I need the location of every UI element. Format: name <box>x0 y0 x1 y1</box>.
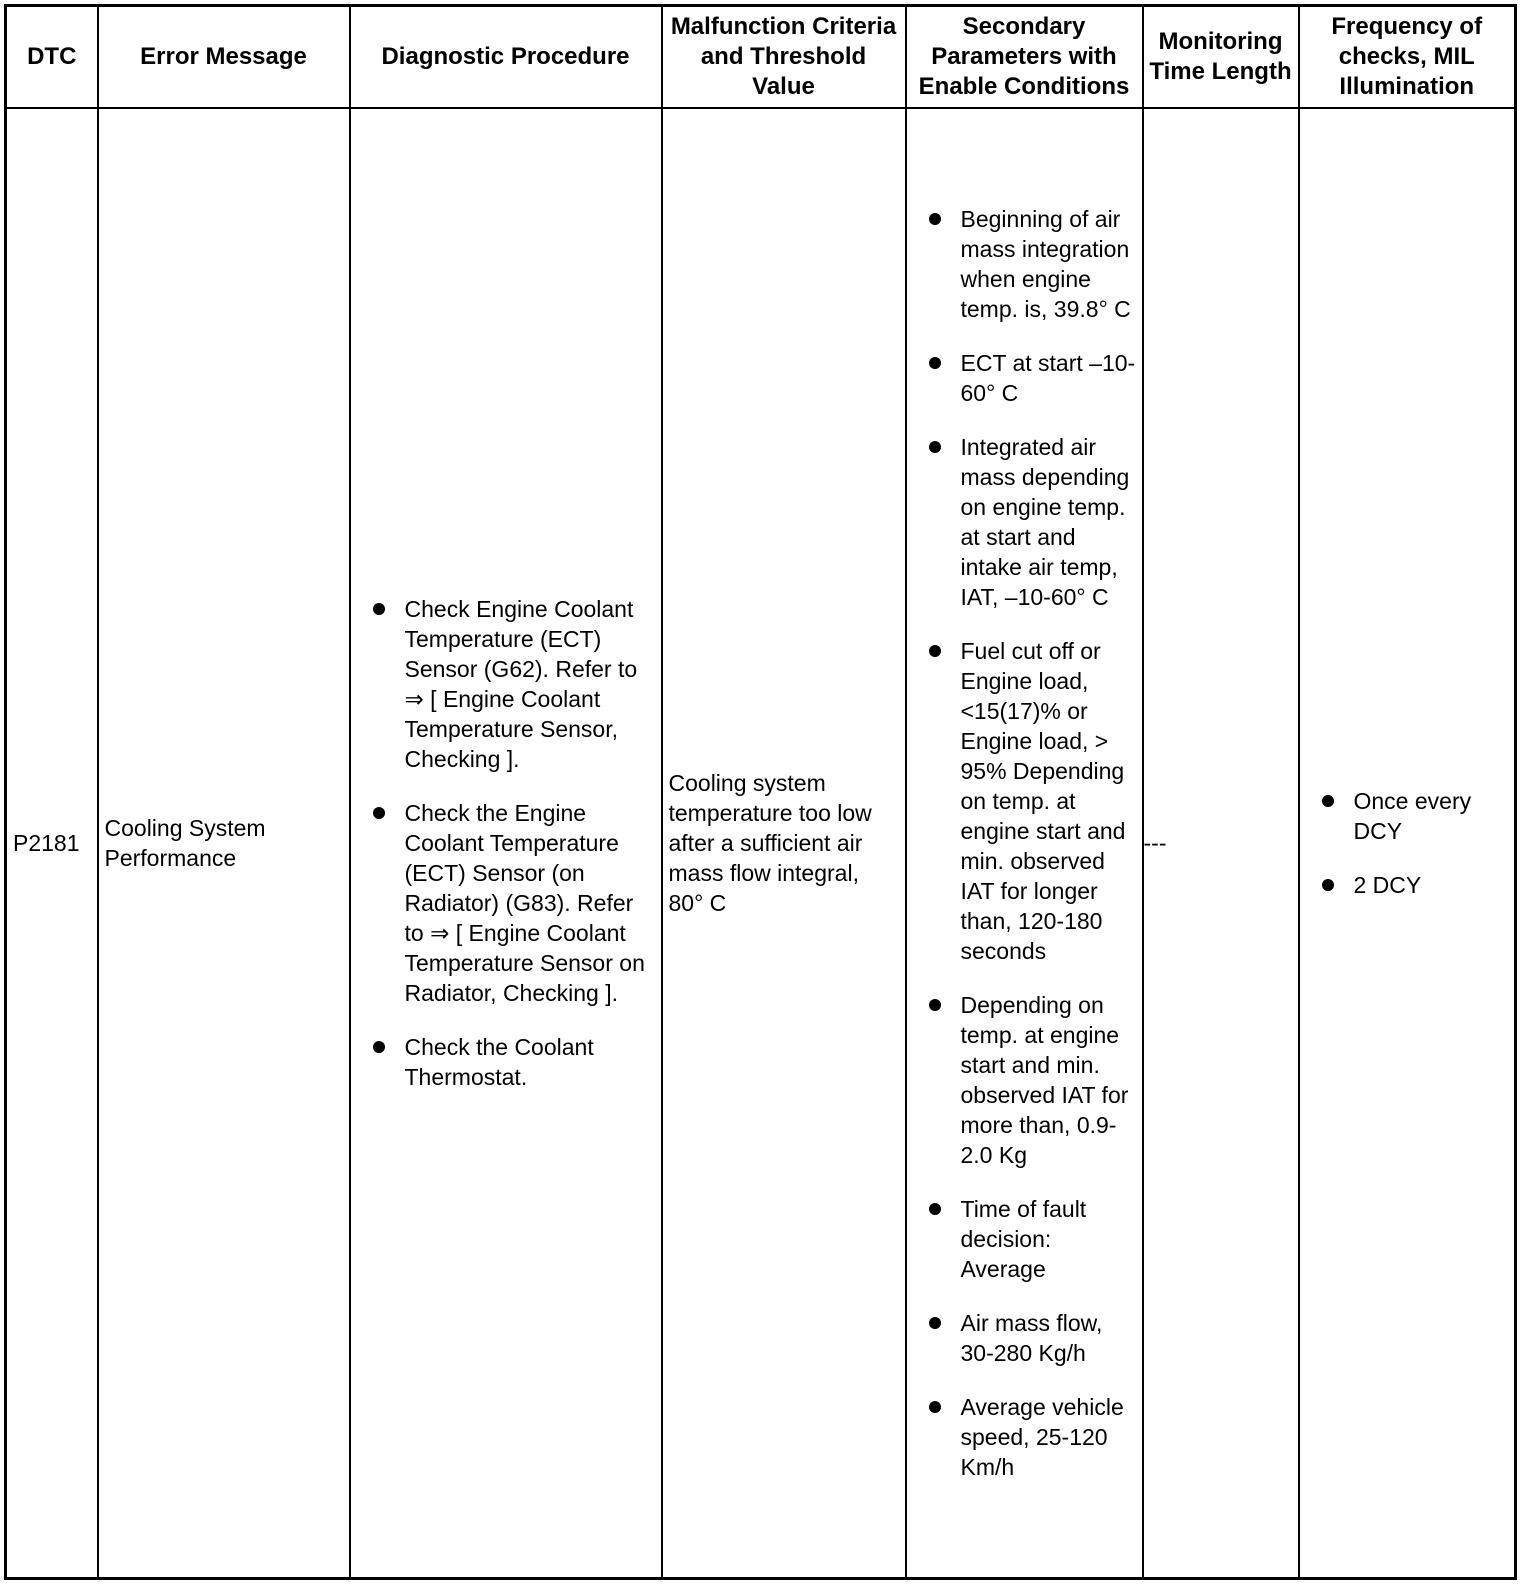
list-item <box>907 432 1142 612</box>
bullet-icon <box>1322 879 1334 891</box>
secondary-param-7: Air mass flow, 30-280 Kg/h <box>960 1310 1103 1366</box>
secondary-param-8: Average vehicle speed, 25-120 Km/h <box>960 1394 1124 1480</box>
error-message: Cooling System Performance <box>104 815 266 871</box>
header-monitoring-time: Monitoring Time Length <box>1143 6 1299 109</box>
procedure-step-3: Check the Coolant Thermostat. <box>404 1034 594 1090</box>
list-item <box>907 204 1142 324</box>
bullet-icon <box>929 999 941 1011</box>
list-item <box>907 348 1142 408</box>
malfunction-criteria: Cooling system temperature too low after a sufficient air mass flow integral, 80° C <box>668 770 872 916</box>
secondary-parameters-cell <box>906 108 1143 1579</box>
list-item <box>907 1194 1142 1284</box>
bullet-icon <box>929 645 941 657</box>
secondary-parameters-list <box>907 204 1142 1482</box>
dtc-cell <box>6 108 98 1579</box>
diagnostic-procedure-list <box>351 594 661 1092</box>
bullet-icon <box>929 1317 941 1329</box>
monitoring-time-cell <box>1143 108 1299 1579</box>
secondary-param-5: Depending on temp. at engine start and min. observed IAT for more than, 0.9-2.0 Kg <box>960 992 1129 1168</box>
bullet-icon <box>929 441 941 453</box>
list-item <box>1300 786 1515 846</box>
bullet-icon <box>373 1041 385 1053</box>
secondary-param-2: ECT at start –10-60° C <box>960 350 1136 406</box>
list-item <box>907 1308 1142 1368</box>
frequency-item-2: 2 DCY <box>1353 872 1422 898</box>
malfunction-criteria-cell <box>662 108 906 1579</box>
dtc-code: P2181 <box>13 830 80 856</box>
list-item <box>907 1392 1142 1482</box>
header-diagnostic-procedure: Diagnostic Procedure <box>350 6 662 109</box>
header-row <box>6 6 1516 109</box>
dtc-table <box>4 4 1517 1580</box>
bullet-icon <box>929 357 941 369</box>
bullet-icon <box>373 603 385 615</box>
frequency-item-1: Once every DCY <box>1353 788 1472 844</box>
secondary-param-6: Time of fault decision: Average <box>960 1196 1087 1282</box>
header-secondary-parameters: Secondary Parameters with Enable Conditions <box>906 6 1143 109</box>
secondary-param-4: Fuel cut off or Engine load, <15(17)% or Engine load, > 95% Depending on temp. at engine start and min. observed IAT for longer than, 120-180 seconds <box>960 638 1126 964</box>
header-error-message: Error Message <box>98 6 350 109</box>
list-item <box>351 1032 661 1092</box>
bullet-icon <box>929 1401 941 1413</box>
bullet-icon <box>929 1203 941 1215</box>
secondary-param-3: Integrated air mass depending on engine temp. at start and intake air temp, IAT, –10-60° C <box>960 434 1130 610</box>
bullet-icon <box>373 807 385 819</box>
procedure-step-2: Check the Engine Coolant Temperature (ECT) Sensor (on Radiator) (G83). Refer to ⇒ [ Engine Coolant Temperature Sensor on Radiator, Checking ]. <box>404 800 645 1006</box>
bullet-icon <box>929 213 941 225</box>
secondary-param-1: Beginning of air mass integration when engine temp. is, 39.8° C <box>960 206 1131 322</box>
list-item <box>351 798 661 1008</box>
frequency-cell <box>1299 108 1516 1579</box>
bullet-icon <box>1322 795 1334 807</box>
list-item <box>907 990 1142 1170</box>
header-dtc: DTC <box>6 6 98 109</box>
monitoring-time: --- <box>1143 830 1167 856</box>
header-malfunction-criteria: Malfunction Criteria and Threshold Value <box>662 6 906 109</box>
frequency-list <box>1300 786 1515 900</box>
list-item <box>907 636 1142 966</box>
diagnostic-procedure-cell <box>350 108 662 1579</box>
error-message-cell <box>98 108 350 1579</box>
procedure-step-1: Check Engine Coolant Temperature (ECT) Sensor (G62). Refer to ⇒ [ Engine Coolant Temperature Sensor, Checking ]. <box>404 596 638 772</box>
list-item <box>351 594 661 774</box>
list-item <box>1300 870 1515 900</box>
table-row <box>6 108 1516 1579</box>
header-frequency: Frequency of checks, MIL Illumination <box>1299 6 1516 109</box>
